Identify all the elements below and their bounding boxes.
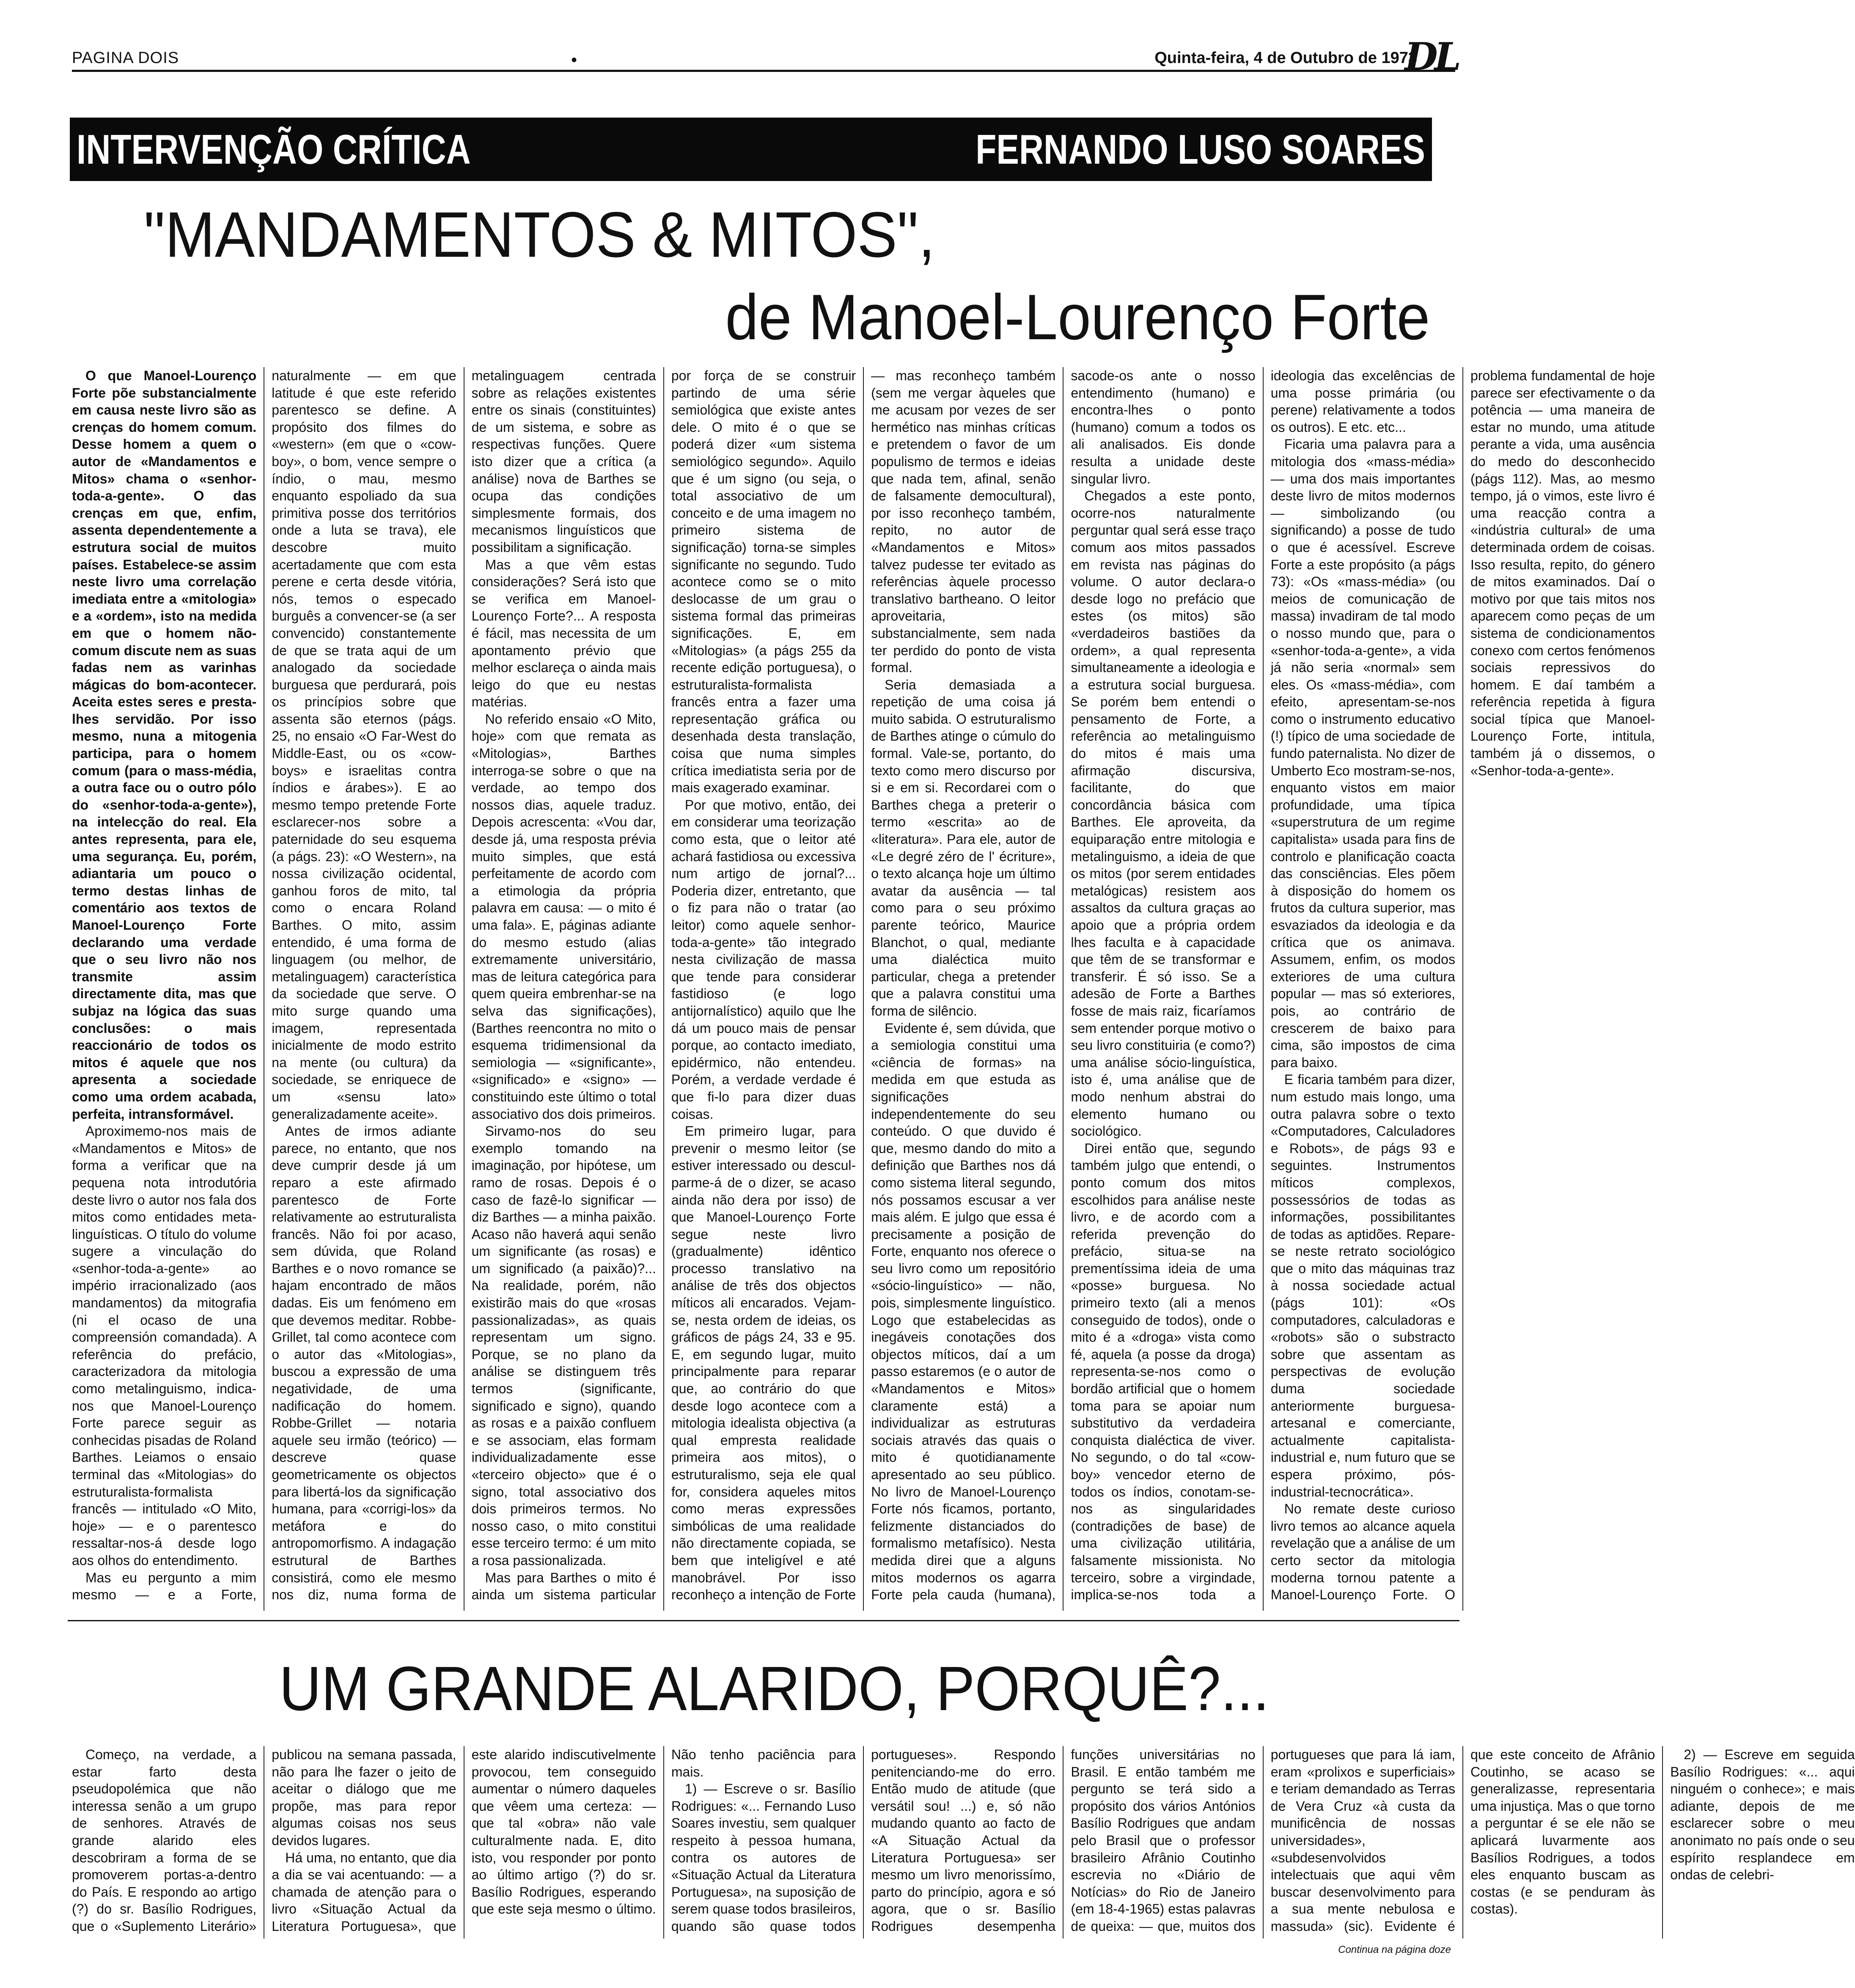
article-headline-line1: "MANDAMENTOS & MITOS", [144,199,935,271]
article-paragraph: Chegados a este ponto, ocorre-nos naturalmente perguntar qual será esse traço comum aos mitos passados em revista nas páginas do volume. O autor declara-o desde logo no prefácio que estes (os mitos) são «verdadeiros bastiões da ordem», a qual representa simultaneamente a ideologia e a estrutura social burguesa. Se porém bem entendi o pensamento de Forte, a referência ao metalinguismo do mitos é mais uma afirmação discursiva, facilitante, do que concordância básica com Barthes. Ele aproveita, da equiparação entre mitologia e metalinguismo, a ideia de que os mitos (por serem entidades metalógicas) resistem aos assaltos da cultura graças ao apoio que a própria ordem lhes faculta e à capacidade que têm de se transformar e transferir. É só isso. Se a adesão de Forte a Barthes fosse de mais raiz, ficaríamos sem entender porque motivo o seu livro constituiria (e como?) uma análise sócio-linguística, isto é, uma análise que de modo nenhum abstrai do elemento humano ou sociológico. [1071,488,1256,1139]
separator-dot: • [571,51,577,69]
article-paragraph: Seria demasiada a repetição de uma coisa já muito sabida. O estruturalismo de Barthes atinge o cúmulo do formal. Vale-se, portanto, do texto como mero discurso por si e em si. Recordarei com o Barthes chega a preterir o termo «escrita» ao de «literatura». Para ele, autor de «Le degré zéro de l' écriture», o texto alcança hoje um último avatar da ausência — tal como para o seu próximo parente teórico, Maurice Blanchot, o qual, mediante uma dialéctica muito particular, chega a pretender que a palavra constitui uma forma de silêncio. [871,677,1056,1019]
author-name: FERNANDO LUSO SOARES [976,126,1425,173]
article-body [72,367,1655,1611]
issue-date: Quinta-feira, 4 de Outubro de 1973 [1154,49,1417,67]
continuation-note: Continua na página doze [1338,1944,1451,1955]
article-paragraph: 1) — Escreve o sr. Basílio Rodrigues: «... Fernando Luso Soares investiu, sem qualquer respeito à pessoa humana, contra os autores de «Situação Actual da Literatura Portuguesa», na suposição de serem quase todos brasileiros, quando são quase todos portugueses». Respondo penitenciando-me do erro. Então mudo de atitude (que versátil sou! ...) e, só não mudando quanto ao facto de «A Situação Actual da Literatura Portuguesa» ser mesmo um livro menorissímo, parto do princípio, agora e só agora, que o sr. Basílio Rodrigues desempenha funções universitárias no Brasil. E então também me pergunto se terá sido a propósito dos vários Antónios Basílio Rodrigues que andam pelo Brasil que o professor brasileiro Afrânio Coutinho escrevia no «Diário de Notícias» do Rio de Janeiro (em 18-4-1965) estas palavras de queixa: — que, muitos dos portugueses que para lá iam, eram «prolixos e superficiais» e teriam demandado as Terras de Vera Cruz «à custa da munificência de nossas universidades», «subdesenvolvidos intelectuais que aqui vêm buscar desenvolvimento para a sua mente nebulosa e massuda» (sic). Evidente é que este conceito de Afrânio Coutinho, se acaso se generalizasse, representaria uma injustiça. Mas o que torno a perguntar é se ele não se aplicará luvarmente aos Basílios Rodrigues, a todos eles enquanto buscam as costas (e se penduram às costas). [671,1747,1655,1934]
article-paragraph: Direi então que, segundo também julgo que entendi, o ponto comum dos mitos escolhidos para análise neste livro, e de acordo com a referida prevenção do prefácio, situa-se na prementíssima ideia de uma «posse» burguesa. No primeiro texto (ali a menos conseguido de todos), onde o mito é a «droga» vista como fé, aquela (a posse da droga) representa-se-nos como o bordão artificial que o homem toma para se apoiar num substitutivo da verdadeira conquista dialéctica de viver. No segundo, o do tal «cow-boy» vencedor eterno de todos os índios, conotam-se-nos as singularidades (contradições de base) de uma civilização utilitária, falsamente missionista. No terceiro, sobre a virgindade, implica-se-nos toda a ideologia das excelências de uma posse primária (ou perene) relativamente a todos os outros). E etc. etc... [1071,368,1455,1603]
article-paragraph: Evidente é, sem dúvida, que a semiologia constitui uma «ciência de formas» na medida em que estuda as significações independentemente do seu conteúdo. O que duvido é que, mesmo dando do mito a definição que Barthes nos dá como sistema literal segundo, nós possamos escusar a ver mais além. E julgo que essa é precisamente a posição de Forte, enquanto nos oferece o seu livro como um repositório «sócio-linguístico» — não, pois, simplesmente linguístico. Logo que estabelecidas as inegáveis conotações dos objectos míticos, daí a um passo estaremos (e o autor de «Mandamentos e Mitos» claramente está) a individualizar as estruturas sociais através das quais o mito é quotidianamente apresentado ao seu público. No livro de Manoel-Lourenço Forte nós ficamos, portanto, felizmente distanciados do formalismo metafísico). Nesta medida direi que a alguns mitos modernos os agarra Forte pela cauda (humana), sacode-os ante o nosso entendimento (humano) e encontra-lhes o ponto (humano) comum a todos os ali analisados. Eis donde resulta a unidade deste singular livro. [871,368,1256,1603]
article-paragraph: 2) — Escreve em seguida Basílio Rodrigues: «... aqui ninguém o conhece»; e mais adiante, depois de me esclarecer sobre o meu anonimato no país onde o seu espírito resplandece em ondas de celebri- [1670,1747,1855,1883]
article-paragraph: Mas para Barthes o mito é ainda um sistema particular por força de se construir partindo de uma série semiológica que existe antes dele. O mito é o que se poderá dizer «um sistema semiológico segundo». Aquilo que é um signo (ou seja, o total associativo de um conceito e de uma imagem no primeiro sistema de significação) torna-se simples significante no segundo. Tudo acontece como se o mito deslocasse de um grau o sistema formal das primeiras significações. E, em «Mitologias» (a págs 255 da recente edição portuguesa), o estruturalista-formalista francês entra a fazer uma representação gráfica ou desenhada desta translação, coisa que numa simples crítica imediatista seria por de mais exagerado examinar. [471,368,856,1603]
article-paragraph: Mas a que vêm estas considerações? Será isto que se verifica em Manoel-Lourenço Forte?... A resposta é fácil, mas necessita de um apontamento prévio que melhor esclareça o ainda mais leigo do que eu nestas matérias. [471,557,656,710]
article-paragraph: Antes de irmos adiante parece, no entanto, que nos deve cumprir desde já um reparo a este afirmado parentesco de Forte relativamente ao estruturalista francês. Não foi por acaso, sem dúvida, que Roland Barthes e o novo romance se hajam encontrado de mãos dadas. Eis um fenómeno em que devemos meditar. Robbe-Grillet, tal como acontece com o autor das «Mitologias», buscou a expressão de uma negatividade, de uma nadificação do homem. Robbe-Grillet — notaria aquele seu irmão (teórico) — descreve quase geometricamente os objectos para libertá-los da significação humana, para «corrigi-los» da metáfora e do antropomorfismo. A indagação estrutural de Barthes consistirá, como ele mesmo nos diz, numa forma de metalinguagem centrada sobre as relações existentes entre os sinais (constituintes) de um sistema, e sobre as respectivas funções. Quere isto dizer que a crítica (a análise) nova de Barthes se ocupa das condições simplesmente formais, dos mecanismos linguísticos que possibilitam a significação. [272,368,656,1603]
article-paragraph: Em primeiro lugar, para prevenir o mesmo leitor (se estiver interessado ou descul-parme-á de o dizer, se acaso ainda não dera por isso) de que Manoel-Lourenço Forte segue neste livro (gradualmente) idêntico processo translativo na análise de três dos objectos míticos ali encarados. Vejam-se, nesta ordem de ideias, os gráficos de págs 24, 33 e 95. E, em segundo lugar, muito principalmente para reparar que, ao contrário do que desde logo acontece com a mitologia idealista objectiva (a qual empresta realidade primeira aos mitos), o estruturalismo, seja ele qual for, considera aqueles mitos como meras expressões simbólicas de uma realidade não directamente copiada, se bem que inteligível e até manobrável. Por isso reconheço a intenção de Forte — mas reconheço também (sem me vergar àqueles que me acusam por vezes de ser hermético nas minhas críticas e pretendem o favor de um populismo de termos e ideias que nada tem, afinal, senão de falsamente democultural), por isso reconheço também, repito, no autor de «Mandamentos e Mitos» talvez pudesse ter evitado as referências àquele processo translativo bartheano. O leitor aproveitaria, substancialmente, sem nada ter perdido do ponto de vista formal. [671,368,1056,1603]
article-paragraph: E ficaria também para dizer, num estudo mais longo, uma outra palavra sobre o texto «Computadores, Calculadores e Robots», de págs 93 e seguintes. Instrumentos míticos complexos, possessórios de todas as informações, possibilitantes de todas as aptidões. Repare-se neste retrato sociológico que o mito das máquinas traz à nossa sociedade actual (págs 101): «Os computadores, calculadoras e «robots» são o substracto sobre que assentam as perspectivas de evolução duma sociedade anteriormente burguesa-artesanal e comerciante, actualmente capitalista-industrial e, num futuro que se espera próximo, pós-industrial-tecnocrática». [1270,1072,1455,1499]
article-headline-line2: de Manoel-Lourenço Forte [725,281,1430,353]
section-title: INTERVENÇÃO CRÍTICA [77,126,471,173]
second-article-headline: UM GRANDE ALARIDO, PORQUÊ?... [279,1654,1270,1724]
article-paragraph: Mas eu pergunto a mim mesmo — e a Forte, naturalmente — em que latitude é que este referido parentesco se define. A propósito dos filmes do «western» (em que o «cow-boy», o bom, vence sempre o índio, o mau, mesmo enquanto espoliado da sua primitiva posse dos territórios onde a luta se trava), ele descobre muito acertadamente que com esta perene e certa desde vitória, nós, temos o especado burguês a convencer-se (a ser convencido) constantemente de que se trata aqui de um analogado da sociedade burguesa que perdurará, pois os princípios sobre que assenta são eternos (págs. 25, no ensaio «O Far-West do Middle-East, ou os «cow-boys» e israelitas contra índios e árabes»). E ao mesmo tempo pretende Forte esclarecer-nos sobre a paternidade do seu esquema (a págs. 23): «O Western», na nossa civilização ocidental, ganhou foros de mito, tal como o encara Roland Barthes. O mito, assim entendido, é uma forma de linguagem (ou melhor, de metalinguagem) característica da sociedade que serve. O mito surge quando uma imagem, representada inicialmente de modo estrito na mente (ou cultura) da sociedade, se enriquece de um «sensu lato» generalizadamente aceite». [72,368,456,1603]
article-paragraph: No remate deste curioso livro temos ao alcance aquela revelação que a análise de um certo sector da mitologia moderna tornou patente a Manoel-Lourenço Forte. O problema fundamental de hoje parece ser efectivamente o da potência — uma maneira de estar no mundo, uma atitude perante a vida, uma ausência do medo do desconhecido (págs 112). Mas, ao mesmo tempo, já o vimos, este livro é uma reacção contra a «indústria cultural» de uma determinada ordem de coisas. Isso resulta, repito, do género de mitos examinados. Daí o motivo por que tais mitos nos aparecem como peças de um sistema de condicionamentos conexo com certos fenómenos sociais repressivos do homem. E daí também a referência repetida à figura social típica que Manoel-Lourenço Forte, intitula, também já o dissemos, o «Senhor-toda-a-gente». [1270,368,1655,1603]
section-divider [68,1620,1459,1621]
article-paragraph: Há uma, no entanto, que dia a dia se vai acentuando: — a chamada de atenção para o livro «Situação Actual da Literatura Portuguesa», que este alarido indiscutivelmente provocou, tem conseguido aumentar o número daqueles que vêem uma certeza: — que tal «obra» não vale culturalmente nada. E, dito isto, vou responder por ponto ao último artigo (?) do sr. Basílio Rodrigues, esperando que este seja mesmo o último. Não tenho paciência para mais. [272,1747,856,1934]
article-paragraph: Aproximemo-nos mais de «Mandamentos e Mitos» de forma a verificar que na pequena nota introdutória deste livro o autor nos fala dos mitos como entidades meta-linguísticas. O título do volume sugere a vinculação do «senhor-toda-a-gente» ao império irracionalizado (aos mandamentos) da mitografia (ni el ocaso de una compreensión comandada). A referência do prefácio, caracterizadora da mitologia como metalinguismo, indica-nos que Manoel-Lourenço Forte parece seguir as conhecidas pisadas de Roland Barthes. Leiamos o ensaio terminal das «Mitologias» do estruturalista-formalista francês — intitulado «O Mito, hoje» — e o parentesco ressaltar-nos-á desde logo aos olhos do entendimento. [72,1123,257,1568]
newspaper-logo: DL [1404,34,1458,79]
page-label: PAGINA DOIS [72,49,179,67]
running-head [72,34,1458,79]
second-article-body [72,1746,1855,1939]
article-paragraph: Ficaria uma palavra para a mitologia dos «mass-média» — uma dos mais importantes deste livro de mitos modernos — simbolizando (ou significando) a posse de tudo o que é acessível. Escreve Forte a este propósito (a págs 73): «Os «mass-média» (ou meios de comunicação de massa) invadiram de tal modo o nosso mundo que, para o «senhor-toda-a-gente», a vida já não seria «normal» sem eles. Os «mass-média», com efeito, apresentam-se-nos como o instrumento educativo (!) típico de uma sociedade de fundo paternalista. No dizer de Umberto Eco mostram-se-nos, enquanto vistos em maior profundidade, uma típica «superstrutura de um regime capitalista» usada para fins de controlo e planificação coacta das consciências. Eles põem à disposição do homem os frutos da cultura superior, mas esvaziados da ideologia e da crítica que os animava. Assumem, enfim, os modos exteriores de uma cultura popular — mas só exteriores, pois, ao contrário de crescerem de baixo para cima, são impostos de cima para baixo. [1270,437,1455,1070]
section-banner [70,118,1432,181]
article-paragraph: No referido ensaio «O Mito, hoje» com que remata as «Mitologias», Barthes interroga-se sobre o que na verdade, ao tempo dos nossos dias, aquele traduz. Depois acrescenta: «Vou dar, desde já, uma resposta prévia muito simples, que está perfeitamente de acordo com a etimologia da própria palavra em causa: — o mito é uma fala». E, páginas adiante do mesmo estudo (alias extremamente universitário, mas de leitura categórica para quem queira embrenhar-se na selva das significações), (Barthes reencontra no mito o esquema tridimensional da semiologia — «significante», «significado» e «signo» — constituindo este último o total associativo dos dois primeiros. [471,711,656,1122]
article-paragraph: Começo, na verdade, a estar farto desta pseudopolémica que não interessa senão a um grupo de senhores. Através de grande alarido eles descobriram a forma de se promoverem portas-a-dentro do País. E respondo ao artigo (?) do sr. Basílio Rodrigues, que o «Suplemento Literário» publicou na semana passada, não para lhe fazer o jeito de aceitar o diálogo que me propõe, mas para repor algumas coisas nos seus devidos lugares. [72,1747,456,1934]
article-paragraph: Por que motivo, então, dei em considerar uma teorização como esta, que o leitor até achará fastidiosa ou excessiva num artigo de jornal?... Poderia dizer, entretanto, que o fiz para não o tratar (ao leitor) como aquele senhor-toda-a-gente» tão integrado nesta civilização de massa que tende para considerar fastidioso (e logo antijornalístico) aquilo que lhe dá um pouco mais de pensar porque, ao contacto imediato, epidérmico, não entendeu. Porém, a verdade verdade é que fi-lo para dizer duas coisas. [671,797,856,1122]
article-paragraph: Sirvamo-nos do seu exemplo tomando na imaginação, por hipótese, um ramo de rosas. Depois é o caso de fazê-lo significar — diz Barthes — a minha paixão. Acaso não haverá aqui senão um significante (as rosas) e um significado (a paixão)?... Na realidade, porém, não existirão mais do que «rosas passionalizadas», as quais representam um signo. Porque, se no plano da análise se distinguem três termos (significante, significado e signo), quando as rosas e a paixão confluem e se associam, elas formam individualizadamente esse «terceiro objecto» que é o signo, total associativo dos dois primeiros termos. No nosso caso, o mito constitui esse terceiro termo: é um mito a rosa passionalizada. [471,1123,656,1568]
article-paragraph: O que Manoel-Lourenço Forte põe substancialmente em causa neste livro são as crenças do homem comum. Desse homem a quem o autor de «Mandamentos e Mitos» chama o «senhor-toda-a-gente». O das crenças em que, enfim, assenta dependentemente a estrutura social de muitos países. Estabelece-se assim neste livro uma correlação imediata entre a «mitologia» e a «ordem», isto na medida em que o homem não-comum discute nem as suas fadas nem as varinhas mágicas do bom-acontecer. Aceita estes seres e presta-lhes servidão. Por isso mesmo, nuna a mitogenia participa, para o homem comum (para o mass-média, a outra face ou o outro pólo do «senhor-toda-a-gente»), na intelecção do real. Ela antes representa, para ele, uma segurança. Eu, porém, adiantaria um pouco o termo destas linhas de comentário aos textos de Manoel-Lourenço Forte declarando uma verdade que o seu livro não nos transmite assim directamente dita, mas que subjaz na lógica das suas conclusões: o mais reaccionário de todos os mitos é aquele que nos apresenta a sociedade como uma ordem acabada, perfeita, intransformável. [72,368,257,1122]
